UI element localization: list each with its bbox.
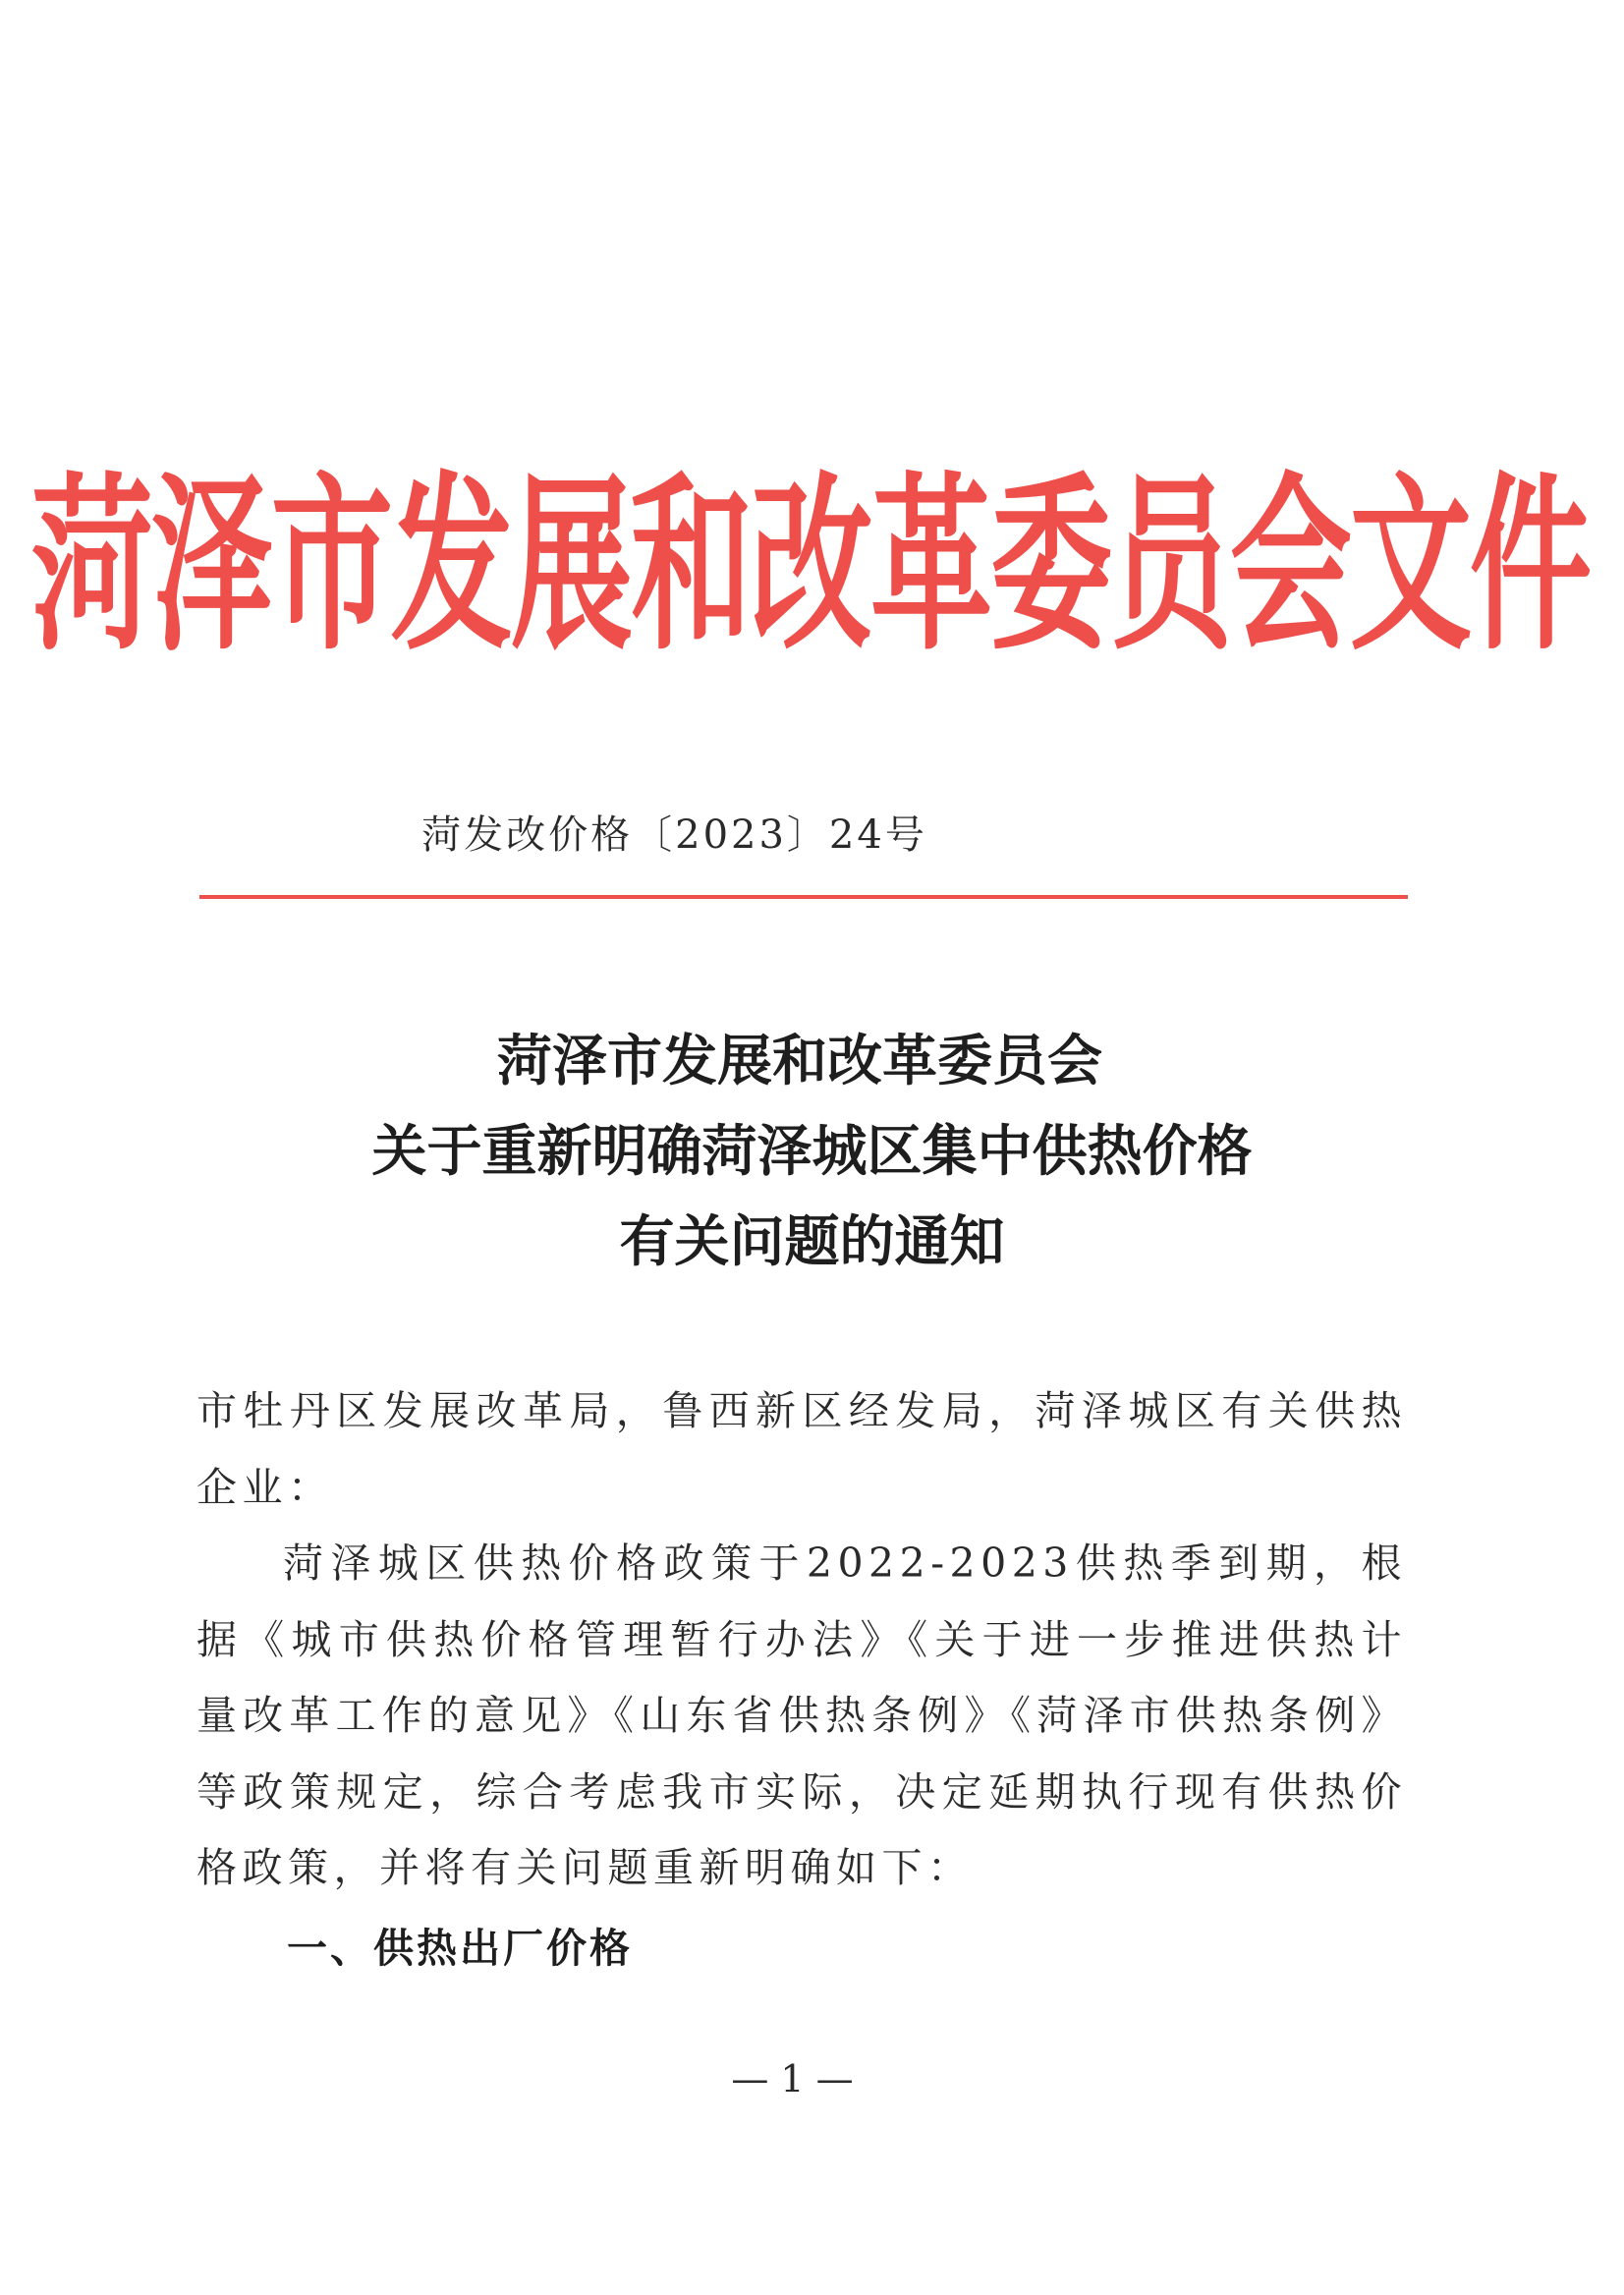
red-divider-line bbox=[199, 895, 1408, 899]
body-paragraph-1: 菏泽城区供热价格政策于2022-2023供热季到期，根据《城市供热价格管理暂行办法》《关于进一步推进供热计量改革工作的意见》《山东省供热条例》《菏泽市供热条例》等政策规定，综合考虑我市实际，决定延期执行现有供热价格政策，并将有关问题重新明确如下： bbox=[196, 1539, 1407, 1891]
issuer-red-header: 菏泽市发展和改革委员会文件 bbox=[31, 457, 1591, 677]
title-line-1: 菏泽市发展和改革委员会 bbox=[497, 1030, 1102, 1093]
recipients-line: 市牡丹区发展改革局，鲁西新区经发局，菏泽城区有关供热企业： bbox=[196, 1387, 1407, 1511]
section-heading-1: 一、供热出厂价格 bbox=[287, 1925, 633, 1972]
page-number: — 1 — bbox=[731, 2057, 854, 2100]
document-number: 菏发改价格〔2023〕24号 bbox=[421, 812, 927, 858]
title-line-2: 关于重新明确菏泽城区集中供热价格 bbox=[371, 1120, 1253, 1184]
title-line-3: 有关问题的通知 bbox=[619, 1210, 1005, 1274]
document-title bbox=[0, 1017, 1624, 1288]
document-body bbox=[196, 1373, 1407, 1907]
